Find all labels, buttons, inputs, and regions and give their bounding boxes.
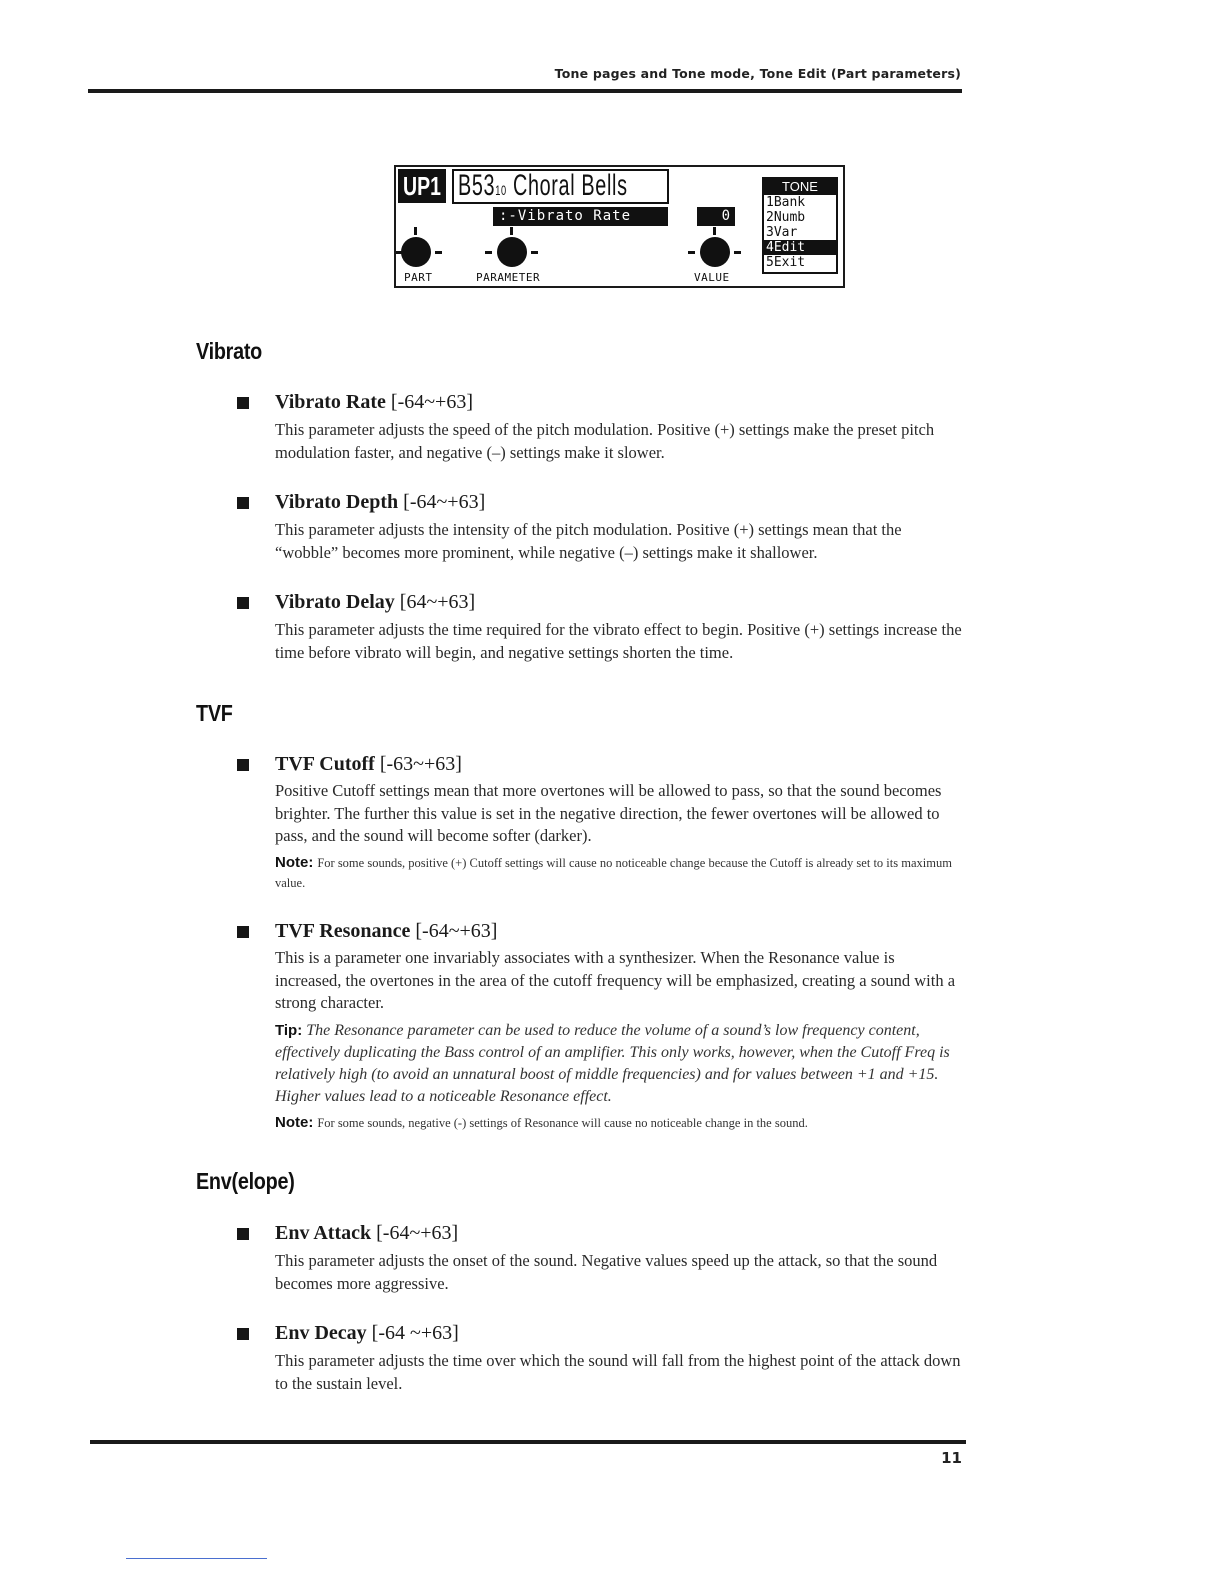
section-heading-tvf: TVF	[196, 700, 233, 726]
param-title-tvf-resonance	[275, 920, 497, 943]
section-heading-vibrato: Vibrato	[196, 338, 262, 364]
knob-tick	[435, 251, 442, 254]
parameter-knob-icon	[497, 237, 527, 267]
param-title-vibrato-rate	[275, 391, 473, 414]
footer-rule	[90, 1440, 966, 1444]
section-heading-envelope: Env(elope)	[196, 1168, 295, 1194]
param-description: This parameter adjusts the onset of the sound. Negative values speed up the attack, so that the sound becomes more aggressive.	[275, 1251, 938, 1293]
running-head: Tone pages and Tone mode, Tone Edit (Part parameters)	[554, 66, 961, 81]
param-name: Vibrato Delay	[275, 591, 395, 613]
param-name: Vibrato Rate	[275, 391, 386, 413]
param-description: Positive Cutoff settings mean that more overtones will be allowed to pass, so that the sound becomes brighter. The further this value is set in the negative direction, the fewer overtones will be allowed to pass, and the sound will become softer (darker).	[275, 781, 942, 845]
note-text: For some sounds, positive (+) Cutoff settings will cause no noticeable change because the Cutoff is already set to its maximum value.	[275, 856, 952, 890]
knob-tick	[688, 251, 695, 254]
bullet-icon	[237, 597, 249, 609]
header-rule	[88, 89, 962, 93]
note-label: Note:	[275, 1114, 314, 1131]
lcd-menu-title: TONE	[764, 179, 836, 195]
lcd-tone-line	[458, 169, 628, 207]
tip	[275, 1020, 965, 1108]
lcd-menu-item: 3Var	[766, 225, 798, 240]
note-label: Note:	[275, 854, 314, 871]
lcd-tone-number: B53	[458, 169, 496, 202]
bullet-icon	[237, 497, 249, 509]
param-name: Env Decay	[275, 1322, 367, 1344]
lcd-label-part: PART	[404, 271, 433, 284]
param-title-env-decay	[275, 1322, 459, 1345]
param-description: This parameter adjusts the intensity of the pitch modulation. Positive (+) settings mean that the “wobble” becomes more prominent, while negative (–) settings make it shallower.	[275, 520, 902, 562]
knob-tick	[396, 251, 403, 254]
lcd-tone-box	[452, 169, 669, 204]
param-description: This parameter adjusts the time required for the vibrato effect to begin. Positive (+) settings increase the time before vibrato will begin, and negative settings shorten the time.	[275, 620, 962, 662]
part-knob-icon	[401, 237, 431, 267]
param-name: TVF Resonance	[275, 920, 411, 942]
param-title-vibrato-delay	[275, 591, 475, 614]
lcd-menu-item: 5Exit	[766, 255, 806, 270]
lcd-part-indicator: UP1	[398, 169, 446, 203]
lcd-menu-item-selected: 4Edit	[764, 240, 836, 255]
lcd-parameter: :-Vibrato Rate	[493, 207, 668, 226]
knob-tick	[734, 251, 741, 254]
page-number: 11	[941, 1449, 962, 1467]
param-title-tvf-cutoff	[275, 753, 462, 776]
param-range: [-64~+63]	[415, 920, 498, 942]
lcd-label-parameter: PARAMETER	[476, 271, 541, 284]
lcd-label-value: VALUE	[694, 271, 730, 284]
param-title-env-attack	[275, 1222, 458, 1245]
param-range: [64~+63]	[399, 591, 476, 613]
tip-text: The Resonance parameter can be used to reduce the volume of a sound’s low frequency content, effectively duplicating the Bass control of an amplifier. This only works, however, when the Cutoff Freq is relatively high (to avoid an unnatural boost of middle frequencies) and for values between +1 and +15. Higher values lead to a noticeable Resonance effect.	[275, 1022, 950, 1105]
param-title-vibrato-depth	[275, 491, 485, 514]
lcd-tone-menu	[762, 177, 838, 274]
knob-tick	[485, 251, 492, 254]
knob-tick	[531, 251, 538, 254]
lcd-tone-name: Choral Bells	[512, 169, 628, 202]
note-text: For some sounds, negative (-) settings of Resonance will cause no noticeable change in the sound.	[317, 1116, 808, 1130]
value-knob-icon	[700, 237, 730, 267]
knob-tick	[713, 227, 716, 235]
lcd-display	[394, 165, 845, 288]
param-range: [-64~+63]	[403, 491, 486, 513]
lcd-menu-item: 1Bank	[766, 195, 806, 210]
bullet-icon	[237, 759, 249, 771]
param-description: This is a parameter one invariably associates with a synthesizer. When the Resonance value is increased, the overtones in the area of the cutoff frequency will be emphasized, creating a sound with a strong character.	[275, 948, 956, 1012]
scan-artifact-line	[126, 1558, 267, 1559]
param-name: TVF Cutoff	[275, 753, 375, 775]
param-name: Env Attack	[275, 1222, 372, 1244]
knob-tick	[510, 227, 513, 235]
lcd-value: 0	[697, 207, 735, 226]
param-description: This parameter adjusts the time over which the sound will fall from the highest point of the attack down to the sustain level.	[275, 1351, 961, 1393]
param-range: [-63~+63]	[379, 753, 462, 775]
param-name: Vibrato Depth	[275, 491, 399, 513]
lcd-menu-item: 2Numb	[766, 210, 806, 225]
param-range: [-64 ~+63]	[371, 1322, 459, 1344]
note	[275, 853, 965, 893]
lcd-tone-variation: 10	[495, 182, 507, 198]
tip-label: Tip:	[275, 1022, 303, 1039]
bullet-icon	[237, 397, 249, 409]
param-range: [-64~+63]	[376, 1222, 459, 1244]
param-description: This parameter adjusts the speed of the pitch modulation. Positive (+) settings make the preset pitch modulation faster, and negative (–) settings make it slower.	[275, 420, 935, 462]
param-range: [-64~+63]	[390, 391, 473, 413]
bullet-icon	[237, 1228, 249, 1240]
knob-tick	[414, 227, 417, 235]
note	[275, 1113, 965, 1133]
bullet-icon	[237, 926, 249, 938]
bullet-icon	[237, 1328, 249, 1340]
